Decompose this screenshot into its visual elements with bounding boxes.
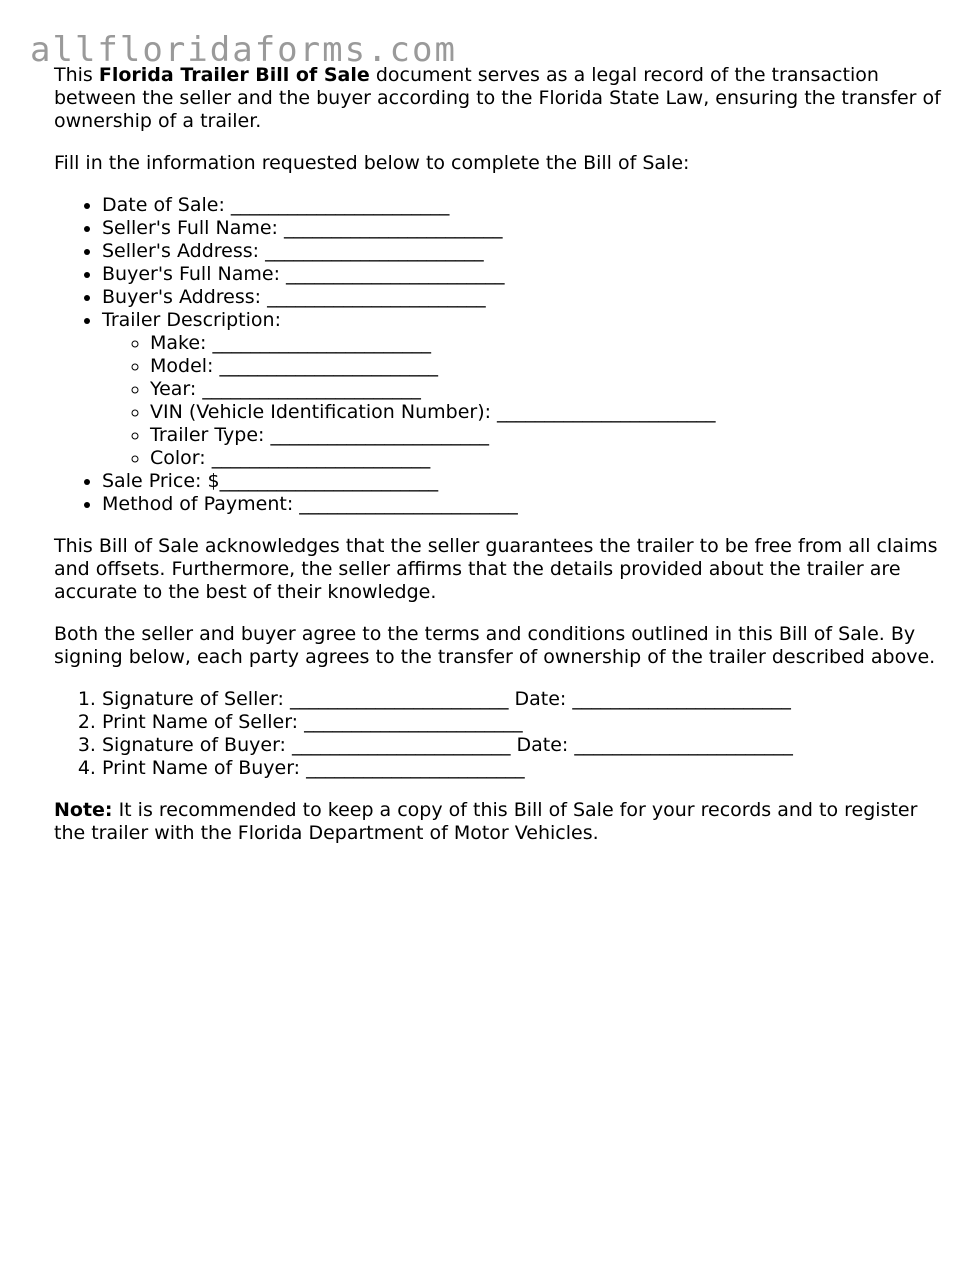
buyer-signature-line: 3. Signature of Buyer: _______________________ Date: _______________________	[102, 734, 954, 757]
year-field: ◦ Year: _______________________	[150, 378, 954, 401]
note-label: Note:	[54, 799, 113, 821]
site-watermark: allfloridaforms.com	[30, 30, 457, 70]
make-field: ◦ Make: _______________________	[150, 332, 954, 355]
model-field: ◦ Model: _______________________	[150, 355, 954, 378]
seller-print-name-line: 2. Print Name of Seller: _______________________	[102, 711, 954, 734]
sale-details-list	[54, 194, 954, 516]
instruction-text: Fill in the information requested below to complete the Bill of Sale:	[54, 152, 690, 174]
buyer-name-field: • Buyer's Full Name: _______________________	[102, 263, 954, 286]
intro-paragraph	[54, 64, 954, 133]
trailer-description-item	[102, 309, 954, 470]
buyer-print-name-line: 4. Print Name of Buyer: _______________________	[102, 757, 954, 780]
document-title: Florida Trailer Bill of Sale	[98, 64, 370, 86]
seller-name-field: • Seller's Full Name: _______________________	[102, 217, 954, 240]
note-paragraph	[54, 799, 954, 845]
note-text: It is recommended to keep a copy of this Bill of Sale for your records and to register the trailer with the Florida Department of Motor Vehicles.	[54, 799, 918, 844]
signature-list	[54, 688, 954, 780]
intro-rest: document serves as a legal record of the transaction between the seller and the buyer according to the Florida State Law, ensuring the transfer of ownership of a trailer.	[54, 64, 941, 132]
trailer-description-label: Trailer Description:	[102, 309, 281, 331]
guarantee-paragraph: This Bill of Sale acknowledges that the seller guarantees the trailer to be free from all claims and offsets. Furthermore, the seller affirms that the details provided about the trailer are accurate to the best of their knowledge.	[54, 535, 938, 603]
trailer-type-field: ◦ Trailer Type: _______________________	[150, 424, 954, 447]
document-body	[54, 64, 954, 864]
vin-field: ◦ VIN (Vehicle Identification Number): _______________________	[150, 401, 954, 424]
sale-price-field: • Sale Price: $_______________________	[102, 470, 954, 493]
date-of-sale-field: • Date of Sale: _______________________	[102, 194, 954, 217]
color-field: ◦ Color: _______________________	[150, 447, 954, 470]
intro-prefix: This	[54, 64, 99, 86]
buyer-address-field: • Buyer's Address: _______________________	[102, 286, 954, 309]
seller-address-field: • Seller's Address: _______________________	[102, 240, 954, 263]
trailer-description-list	[102, 332, 954, 470]
agreement-paragraph: Both the seller and buyer agree to the terms and conditions outlined in this Bill of Sale. By signing below, each party agrees to the transfer of ownership of the trailer described above.	[54, 623, 936, 668]
payment-method-field: • Method of Payment: _______________________	[102, 493, 954, 516]
seller-signature-line: 1. Signature of Seller: _______________________ Date: _______________________	[102, 688, 954, 711]
